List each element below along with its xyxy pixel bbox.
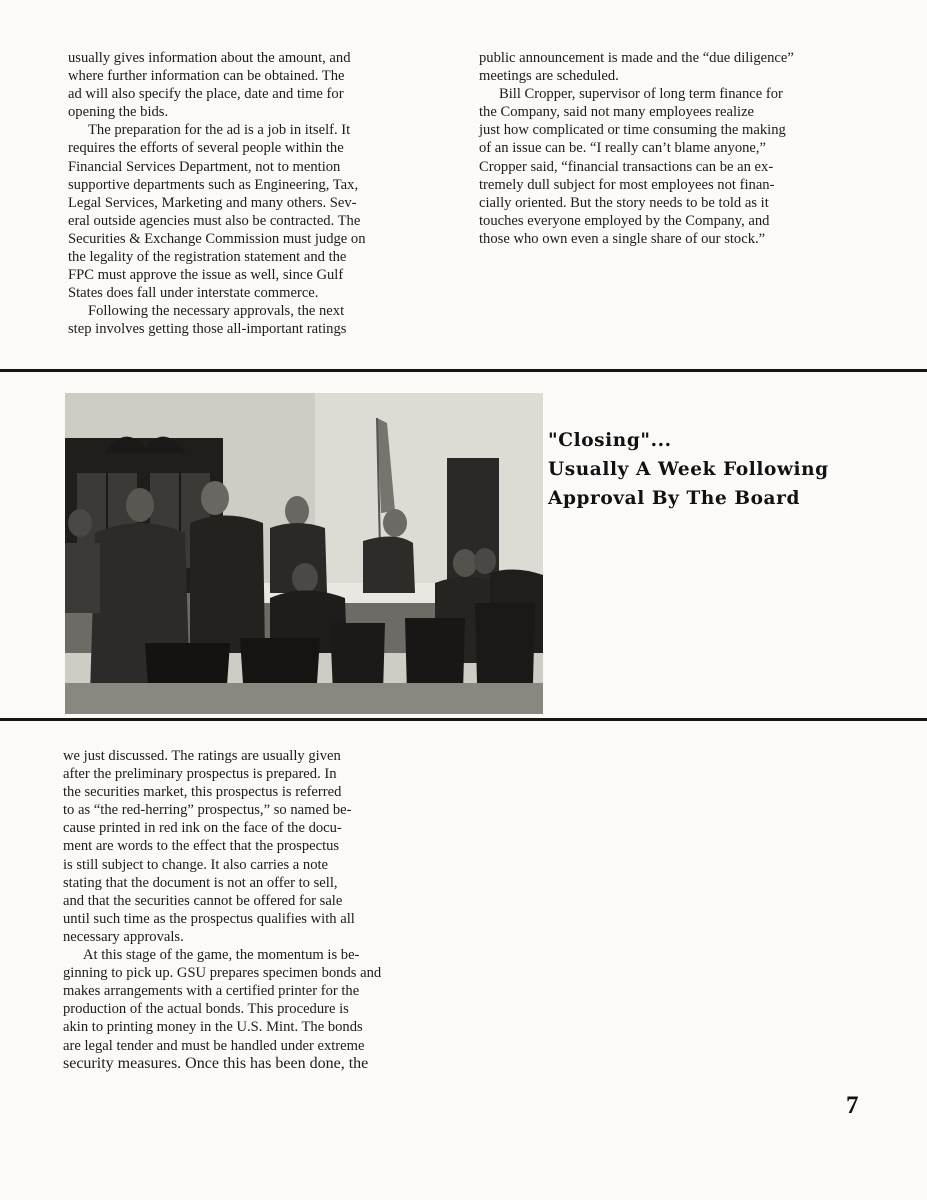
- text-line: the legality of the registration statement and the: [68, 249, 347, 266]
- text-line: Financial Services Department, not to mention: [68, 158, 341, 175]
- text-line: public announcement is made and the “due diligence”: [479, 50, 794, 66]
- caption-line: "Closing"...: [548, 430, 672, 451]
- text-line: just how complicated or time consuming the making: [479, 122, 786, 139]
- page-number: 7: [846, 1092, 859, 1119]
- text-line: we just discussed. The ratings are usually given: [63, 748, 341, 764]
- text-line: to as “the red-herring” prospectus,” so named be-: [63, 802, 352, 819]
- text-line: necessary approvals.: [63, 928, 184, 945]
- text-line: opening the bids.: [68, 104, 169, 121]
- text-line: the securities market, this prospectus is referred: [63, 784, 342, 801]
- text-line: are legal tender and must be handled under extreme: [63, 1037, 365, 1054]
- text-line: Following the necessary approvals, the next: [88, 303, 345, 320]
- text-line: ginning to pick up. GSU prepares specimen bonds and: [63, 965, 382, 982]
- text-line: At this stage of the game, the momentum is be-: [83, 947, 360, 964]
- text-line: ad will also specify the place, date and time for: [68, 86, 344, 103]
- text-line: and that the securities cannot be offered for sale: [63, 892, 343, 909]
- text-line: production of the actual bonds. This procedure is: [63, 1001, 349, 1018]
- article-column-left-bottom: [63, 747, 381, 1073]
- text-line: cause printed in red ink on the face of the docu-: [63, 820, 342, 837]
- section-divider-bottom: [0, 718, 927, 721]
- text-line: step involves getting those all-important ratings: [68, 321, 347, 338]
- text-line: The preparation for the ad is a job in itself. It: [88, 122, 351, 139]
- text-line: where further information can be obtained. The: [68, 68, 345, 85]
- text-line: ment are words to the effect that the prospectus: [63, 838, 340, 855]
- caption-line: Usually A Week Following: [548, 459, 829, 480]
- text-line: FPC must approve the issue as well, since Gulf: [68, 267, 344, 284]
- text-line: Cropper said, “financial transactions can be an ex-: [479, 158, 774, 175]
- photo-caption: [548, 426, 829, 513]
- article-column-left-top: [68, 49, 366, 339]
- text-line: tremely dull subject for most employees not finan-: [479, 176, 775, 193]
- text-line: Securities & Exchange Commission must judge on: [68, 230, 366, 247]
- text-line: security measures. Once this has been done, the: [63, 1054, 369, 1072]
- section-divider-top: [0, 369, 927, 372]
- text-line: eral outside agencies must also be contracted. The: [68, 212, 361, 229]
- text-line: cially oriented. But the story needs to be told as it: [479, 194, 769, 211]
- text-line: stating that the document is not an offer to sell,: [63, 874, 338, 891]
- text-line: of an issue can be. “I really can’t blame anyone,”: [479, 140, 767, 157]
- text-line: requires the efforts of several people within the: [68, 140, 344, 157]
- text-line: touches everyone employed by the Company, and: [479, 212, 770, 229]
- text-line: is still subject to change. It also carries a note: [63, 856, 329, 873]
- text-line: until such time as the prospectus qualifies with all: [63, 910, 355, 927]
- text-line: usually gives information about the amount, and: [68, 50, 351, 66]
- text-line: those who own even a single share of our stock.”: [479, 230, 766, 247]
- article-column-right-top: [479, 49, 794, 248]
- text-line: Legal Services, Marketing and many others. Sev-: [68, 194, 357, 211]
- text-line: supportive departments such as Engineering, Tax,: [68, 176, 359, 193]
- text-line: meetings are scheduled.: [479, 68, 619, 85]
- text-line: the Company, said not many employees realize: [479, 104, 755, 121]
- text-line: akin to printing money in the U.S. Mint. The bonds: [63, 1019, 363, 1036]
- caption-line: Approval By The Board: [548, 488, 801, 509]
- board-closing-photo: [65, 393, 543, 714]
- text-line: Bill Cropper, supervisor of long term finance for: [499, 86, 783, 103]
- text-line: after the preliminary prospectus is prepared. In: [63, 766, 337, 783]
- text-line: States does fall under interstate commerce.: [68, 285, 319, 302]
- text-line: makes arrangements with a certified printer for the: [63, 983, 360, 1000]
